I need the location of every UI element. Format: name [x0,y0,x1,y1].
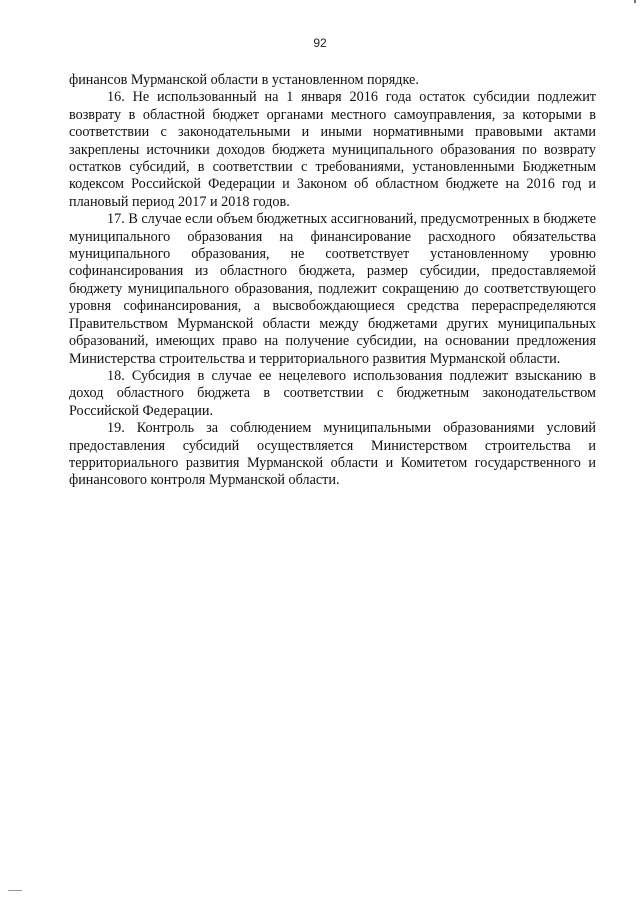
page-number: 92 [313,36,327,50]
document-body [69,72,596,490]
paragraph-clause-18: 18. Субсидия в случае ее нецелевого использования подлежит взысканию в доход областного бюджета в соответствии с бюджетным законодательством Российской Федерации. [69,367,596,419]
paragraph-clause-16: 16. Не использованный на 1 января 2016 года остаток субсидии подлежит возврату в областной бюджет органами местного самоуправления, за которыми в соответствии с законодательными и иными нормативными правовыми актами закреплены источники доходов бюджета муниципального образования по возврату остатков субсидий, в соответствии с требованиями, установленными Бюджетным кодексом Российской Федерации и Законом об областном бюджете на 2016 год и плановый период 2017 и 2018 годов. [69,89,596,210]
paragraph-clause-17: 17. В случае если объем бюджетных ассигнований, предусмотренных в бюджете муниципального образования на финансирование расходного обязательства муниципального образования, не соответствует установленному уровню софинансирования из областного бюджета, размер субсидии, предоставляемой бюджету муниципального образования, подлежит сокращению до соответствующего уровня софинансирования, а высвобождающиеся средства перераспределяются Правительством Мурманской области между бюджетами других муниципальных образований, имеющих право на получение субсидии, на основании предложения Министерства строительства и территориального развития Мурманской области. [69,211,596,367]
paragraph-clause-19: 19. Контроль за соблюдением муниципальными образованиями условий предоставления субсидий осуществляется Министерством строительства и территориального развития Мурманской области и Комитетом государственного и финансового контроля Мурманской области. [69,420,596,489]
paragraph-continuation: финансов Мурманской области в установленном порядке. [69,72,419,88]
scan-corner-mark [634,0,636,3]
scan-artifact-dash [8,890,22,891]
